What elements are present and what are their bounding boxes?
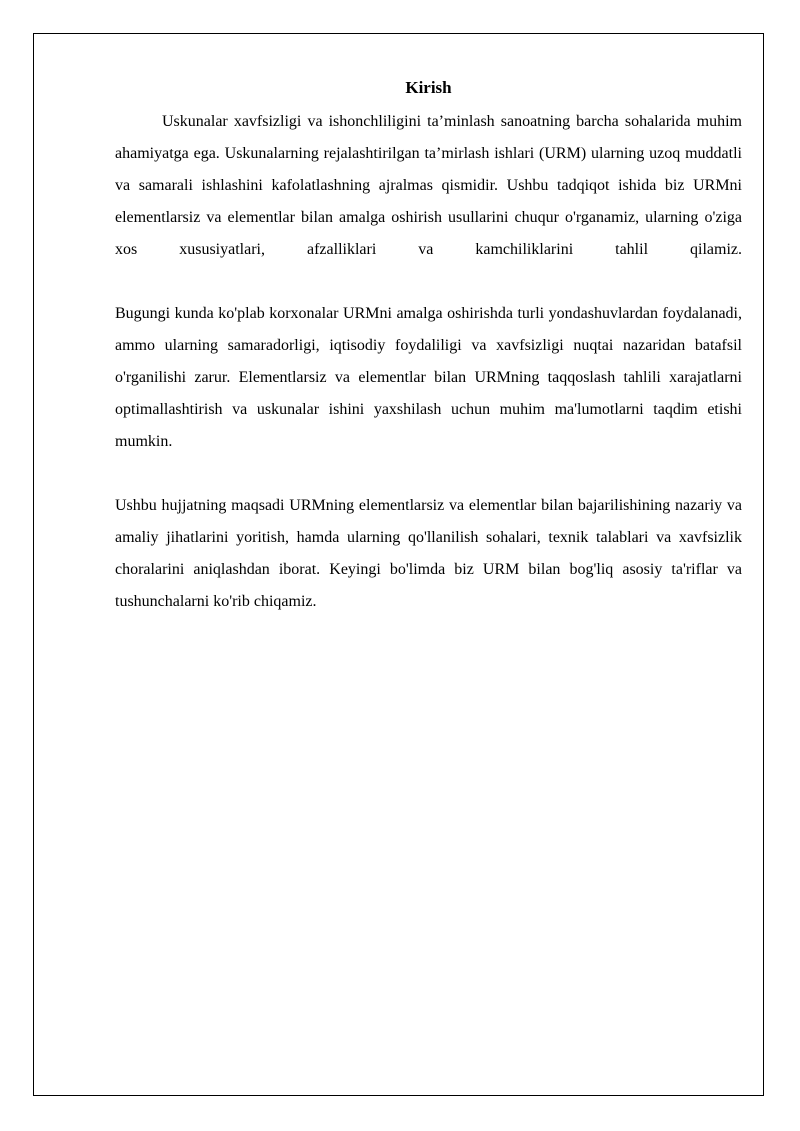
paragraph-intro: Uskunalar xavfsizligi va ishonchliligini ta’minlash sanoatning barcha sohalarida muhim ahamiyatga ega. Uskunalarning rejalashtirilgan ta’mirlash ishlari (URM) ularning uzoq muddatli va samarali ishlashini kafolatlashning ajralmas qismidir. Ushbu tadqiqot ishida biz URMni elementlarsiz va elementlar bilan amalga oshirish usullarini chuqur o'rganamiz, ularning o'ziga xos xususiyatlari, afzalliklari va kamchiliklarini tahlil qilamiz. [115,113,742,258]
paragraph-spacer [115,458,742,490]
page-title: Kirish [405,78,452,97]
paragraph-purpose: Ushbu hujjatning maqsadi URMning elementlarsiz va elementlar bilan bajarilishining nazariy va amaliy jihatlarini yoritish, hamda ularning qo'llanilish sohalari, texnik talablari va xavfsizlik choralarini aniqlashdan iborat. Keyingi bo'limda biz URM bilan bog'liq asosiy ta'riflar va tushunchalarni ko'rib chiqamiz. [115,497,742,610]
paragraph-approaches: Bugungi kunda ko'plab korxonalar URMni amalga oshirishda turli yondashuvlardan foydalanadi, ammo ularning samaradorligi, iqtisodiy foydaliligi va xavfsizligi nuqtai nazaridan batafsil o'rganilishi zarur. Elementlarsiz va elementlar bilan URMning taqqoslash tahlili xarajatlarni optimallashtirish va uskunalar ishini yaxshilash uchun muhim ma'lumotlarni taqdim etishi mumkin. [115,305,742,450]
paragraph-spacer [115,266,742,298]
document-body [115,76,742,618]
